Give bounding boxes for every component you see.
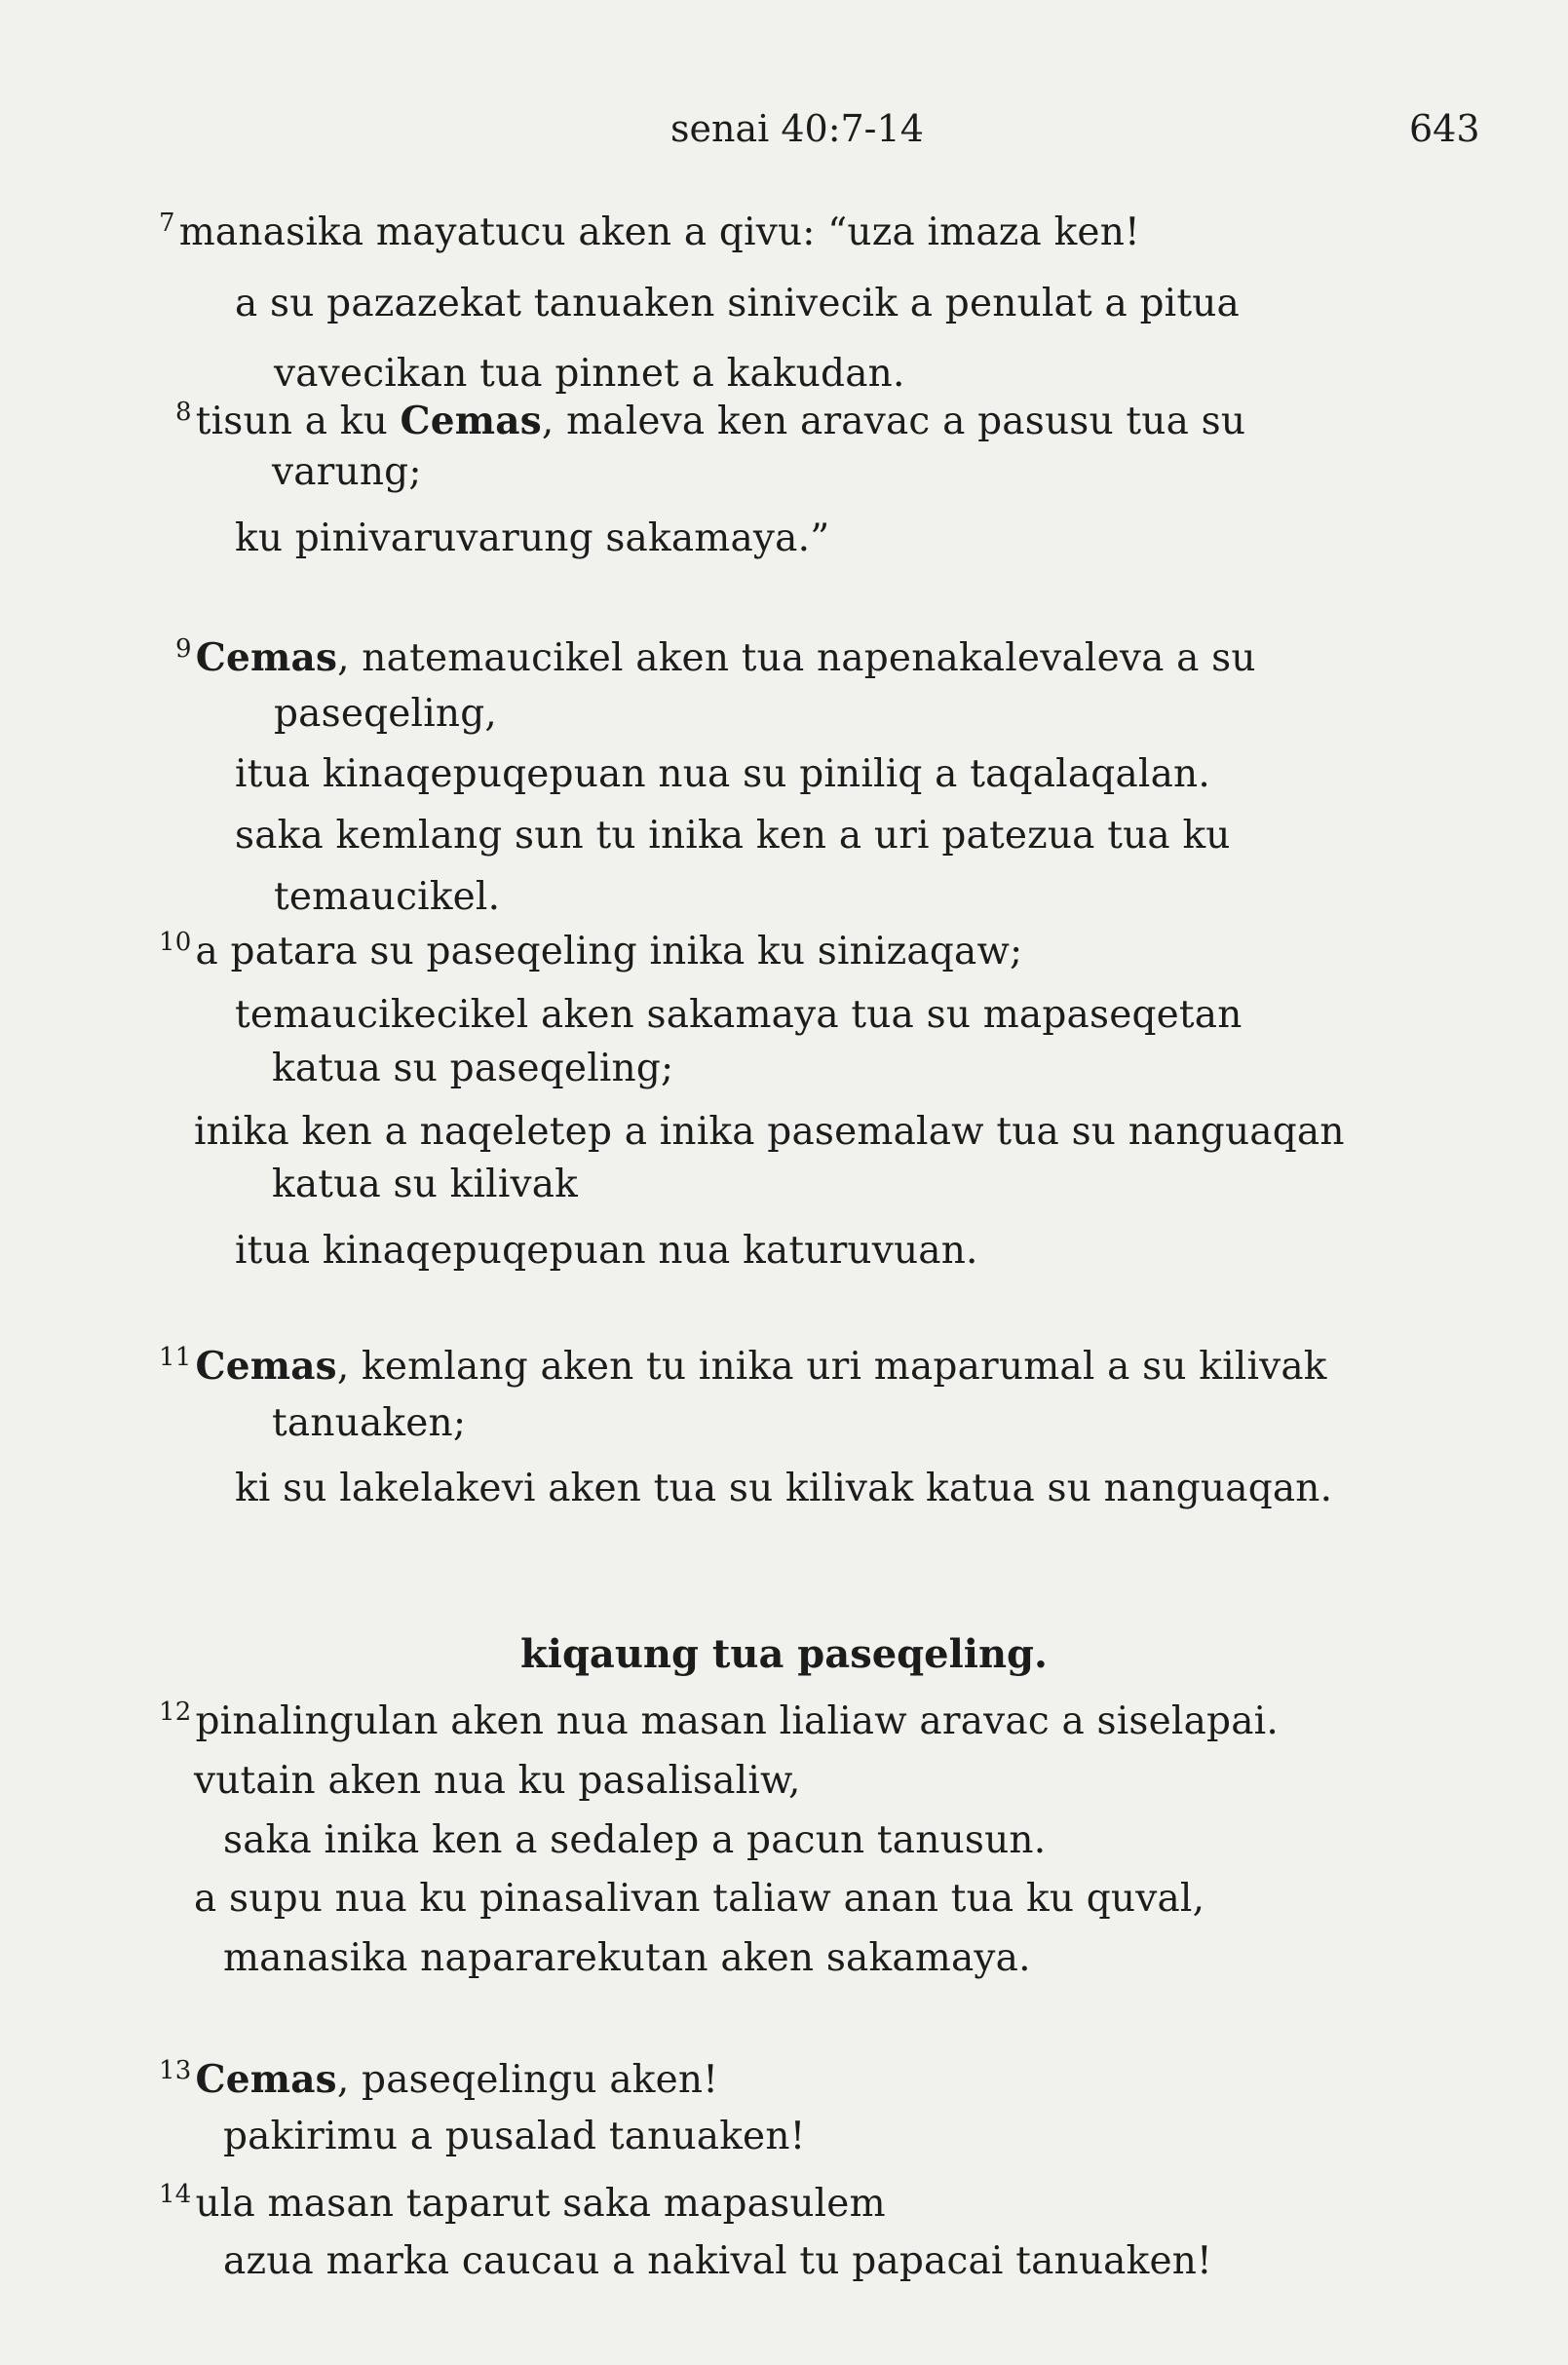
verse-10-line-4: inika ken a naqeletep a inika pasemalaw tua su nanguaqan	[194, 1110, 1345, 1154]
verse-14-line-2: azua marka caucau a nakival tu papacai tanuaken!	[223, 2239, 1212, 2283]
section-heading: kiqaung tua paseqeling.	[520, 1631, 1048, 1677]
verse-9-line-4: saka kemlang sun tu inika ken a uri patezua tua ku	[235, 814, 1231, 858]
page-number: 643	[1409, 107, 1480, 150]
page-header	[0, 107, 1568, 166]
verse-10-line-6: itua kinaqepuqepuan nua katuruvuan.	[235, 1229, 978, 1273]
verse-text: a patara su paseqeling inika ku sinizaqaw;	[195, 930, 1023, 973]
verse-9-line-2: paseqeling,	[274, 692, 497, 736]
verse-12-line-2: vutain aken nua ku pasalisaliw,	[194, 1759, 801, 1803]
verse-10-line-1	[159, 929, 1022, 975]
verse-10-line-3: katua su paseqeling;	[272, 1047, 674, 1090]
verse-number: 14	[159, 2179, 192, 2209]
verse-8-line-1	[175, 398, 1245, 445]
verse-12-line-5: manasika napararekutan aken sakamaya.	[223, 1936, 1031, 1980]
verse-number: 10	[159, 927, 192, 957]
verse-8-line-2: varung;	[272, 450, 422, 494]
verse-11-line-3: ki su lakelakevi aken tua su kilivak katua su nanguaqan.	[235, 1467, 1333, 1510]
verse-7-line-1	[159, 210, 1140, 256]
verse-number: 9	[175, 633, 192, 664]
verse-text: , maleva ken aravac a pasusu tua su	[541, 400, 1246, 443]
verse-9-line-5: temaucikel.	[274, 875, 501, 919]
verse-10-line-2: temaucikecikel aken sakamaya tua su mapaseqetan	[235, 993, 1243, 1037]
verse-7-line-3: vavecikan tua pinnet a kakudan.	[274, 352, 905, 396]
verse-9-line-1	[175, 634, 1256, 682]
verse-8-line-3: ku pinivaruvarung sakamaya.”	[235, 516, 830, 560]
verse-11-line-1	[159, 1343, 1327, 1391]
divine-name: Cemas	[400, 399, 542, 443]
verse-12-line-4: a supu nua ku pinasalivan taliaw anan tua ku quval,	[194, 1877, 1205, 1921]
verse-text: pinalingulan aken nua masan lialiaw aravac a siselapai.	[195, 1699, 1279, 1743]
running-head: senai 40:7-14	[670, 107, 924, 150]
verse-12-line-3: saka inika ken a sedalep a pacun tanusun.	[223, 1818, 1047, 1862]
verse-7-line-2: a su pazazekat tanuaken sinivecik a penulat a pitua	[235, 282, 1240, 325]
verse-9-line-3: itua kinaqepuqepuan nua su piniliq a taqalaqalan.	[235, 752, 1210, 796]
verse-14-line-1	[159, 2181, 886, 2228]
verse-text: , kemlang aken tu inika uri maparumal a su kilivak	[336, 1345, 1327, 1389]
divine-name: Cemas	[195, 1344, 337, 1389]
verse-11-line-2: tanuaken;	[272, 1401, 467, 1445]
verse-text: tisun a ku	[195, 400, 401, 443]
verse-13-line-2: pakirimu a pusalad tanuaken!	[223, 2115, 806, 2158]
divine-name: Cemas	[195, 2057, 337, 2102]
verse-text: ula masan taparut saka mapasulem	[195, 2182, 886, 2226]
verse-number: 11	[159, 1342, 192, 1372]
verse-number: 13	[159, 2055, 192, 2085]
divine-name: Cemas	[195, 635, 338, 680]
verse-text: , natemaucikel aken tua napenakalevaleva a su	[337, 636, 1256, 680]
verse-12-line-1	[159, 1698, 1279, 1745]
verse-text: , paseqelingu aken!	[336, 2058, 719, 2102]
verse-13-line-1	[159, 2056, 718, 2104]
verse-number: 7	[159, 208, 175, 238]
verse-10-line-5: katua su kilivak	[272, 1163, 579, 1206]
verse-text: manasika mayatucu aken a qivu: “uza imaza ken!	[178, 210, 1140, 254]
verse-number: 8	[175, 397, 192, 427]
verse-number: 12	[159, 1697, 192, 1727]
